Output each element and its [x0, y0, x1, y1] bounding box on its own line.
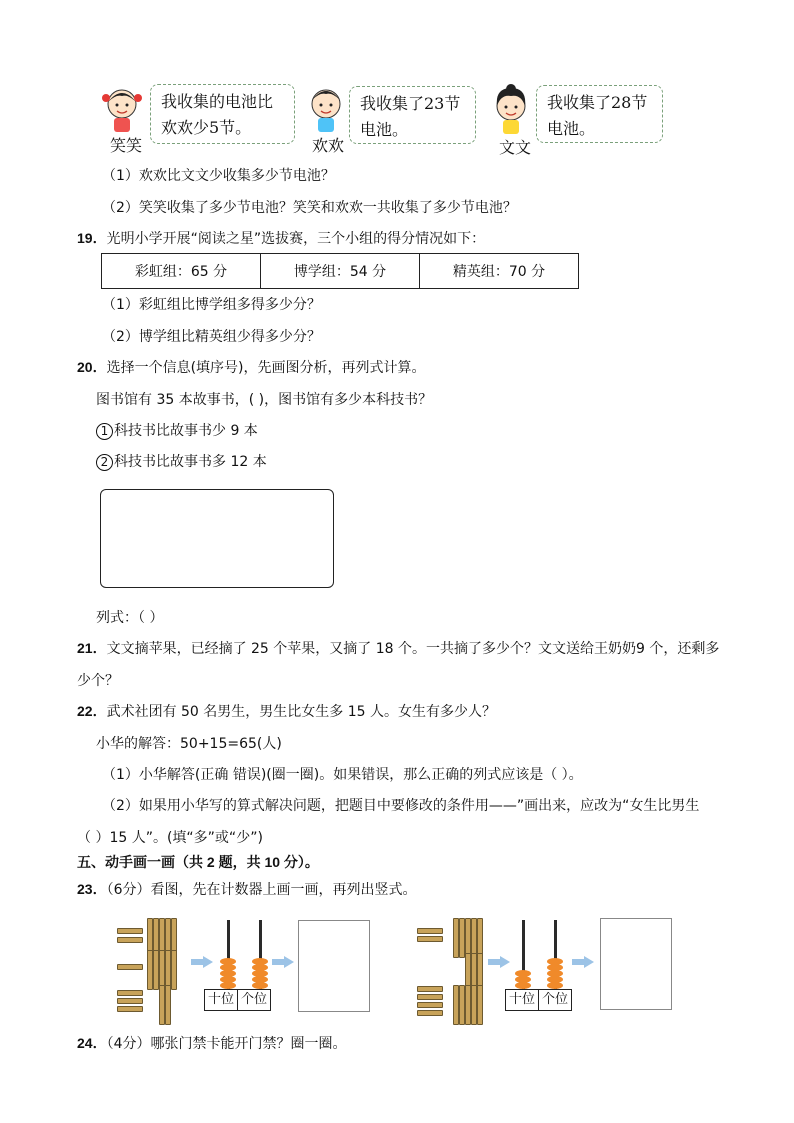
question-number: 23 — [77, 881, 93, 897]
speech-line: 我收集的电池比 — [161, 92, 274, 111]
q20-option-1[interactable] — [96, 420, 258, 440]
question-stem: （4分）哪张门禁卡能开门禁？圈一圈。 — [106, 1036, 347, 1052]
speech-bubble — [349, 86, 476, 144]
q22-sub1: （1）小华解答(正确 错误)(圈一圈)。如果错误，那么正确的列式应该是（ ）。 — [102, 767, 583, 783]
score-table — [101, 253, 579, 289]
option-text: 科技书比故事书多 12 本 — [114, 454, 267, 470]
score-cell: 博学组：54 分 — [261, 254, 420, 289]
tens-label: 十位 — [207, 992, 234, 1007]
question-number: 21 — [77, 640, 93, 656]
kid-name: 文文 — [499, 138, 532, 157]
tens-label: 十位 — [508, 992, 535, 1007]
arrow-icon — [203, 956, 213, 968]
kid-name: 欢欢 — [312, 136, 345, 155]
vertical-calc-box[interactable] — [600, 918, 672, 1010]
question-number: 19 — [77, 230, 93, 246]
q20-question: 20．选择一个信息(填序号)，先画图分析，再列式计算。 — [77, 359, 426, 376]
question-number: 22 — [77, 703, 93, 719]
q19-question: 19．光明小学开展“阅读之星”选拔赛，三个小组的得分情况如下： — [77, 230, 486, 247]
abacus-place-labels — [505, 989, 572, 1011]
q20-formula[interactable]: 列式：（ ） — [96, 610, 164, 626]
q23-question: 23．（6分）看图，先在计数器上画一画，再列出竖式。 — [77, 881, 417, 898]
question-number: 20 — [77, 359, 93, 375]
question-stem: 光明小学开展“阅读之星”选拔赛，三个小组的得分情况如下： — [106, 231, 486, 247]
question-stem: 选择一个信息(填序号)，先画图分析，再列式计算。 — [106, 360, 426, 376]
section-title: 五、动手画一画（共 2 题，共 10 分）。 — [77, 854, 319, 870]
ones-label: 个位 — [237, 990, 270, 1010]
q19-sub1: （1）彩虹组比博学组多得多少分？ — [102, 297, 321, 313]
ones-label: 个位 — [538, 990, 571, 1010]
speech-line: 我收集了28节 — [547, 93, 648, 112]
option-text: 科技书比故事书少 9 本 — [114, 423, 258, 439]
speech-bubble — [150, 84, 295, 144]
speech-line: 电池。 — [360, 120, 409, 139]
kid-huanhuan-illustration — [302, 82, 350, 136]
q18-sub2: （2）笑笑收集了多少节电池？笑笑和欢欢一共收集了多少节电池？ — [102, 200, 517, 216]
q22-solution: 小华的解答：50+15=65(人) — [96, 736, 282, 752]
score-cell: 精英组：70 分 — [420, 254, 579, 289]
arrow-icon — [584, 956, 594, 968]
kid-wenwen-illustration — [487, 84, 535, 138]
q22-sub2: （2）如果用小华写的算式解决问题，把题目中要修改的条件用——”画出来，应改为“女生比男生 — [102, 798, 700, 814]
abacus-place-labels — [204, 989, 271, 1011]
kid-name: 笑笑 — [110, 136, 143, 155]
score-cell: 彩虹组：65 分 — [102, 254, 261, 289]
speech-line: 我收集了23节 — [360, 94, 461, 113]
circled-number: 2 — [96, 454, 113, 471]
question-number: 24 — [77, 1035, 93, 1051]
question-stem: （6分）看图，先在计数器上画一画，再列出竖式。 — [106, 882, 417, 898]
q18-sub1: （1）欢欢比文文少收集多少节电池？ — [102, 168, 335, 184]
drawing-area[interactable] — [100, 489, 334, 588]
vertical-calc-box[interactable] — [298, 920, 370, 1012]
q22-question: 22．武术社团有 50 名男生，男生比女生多 15 人。女生有多少人？ — [77, 703, 497, 720]
q20-option-2[interactable] — [96, 451, 267, 471]
arrow-icon — [284, 956, 294, 968]
q21-question: 21．文文摘苹果，已经摘了 25 个苹果，又摘了 18 个。一共摘了多少个？文文送给王奶奶9 个，还剩多 — [77, 640, 720, 657]
speech-line: 欢欢少5节。 — [161, 118, 252, 137]
arrow-icon — [500, 956, 510, 968]
kid-xiaoxiao-illustration — [98, 82, 146, 136]
q22-sub2-cont: （ ）15 人”。(填“多”或“少”) — [77, 830, 263, 846]
speech-line: 电池。 — [547, 119, 596, 138]
circled-number: 1 — [96, 423, 113, 440]
q21-question-cont: 少个？ — [77, 673, 119, 689]
q20-question-text: 图书馆有 35 本故事书，( )，图书馆有多少本科技书？ — [96, 392, 433, 408]
question-stem: 文文摘苹果，已经摘了 25 个苹果，又摘了 18 个。一共摘了多少个？文文送给王奶奶9 个，还剩多 — [106, 641, 720, 657]
q19-sub2: （2）博学组比精英组少得多少分？ — [102, 329, 321, 345]
q24-question: 24．（4分）哪张门禁卡能开门禁？圈一圈。 — [77, 1035, 347, 1052]
speech-bubble — [536, 85, 663, 143]
question-stem: 武术社团有 50 名男生，男生比女生多 15 人。女生有多少人？ — [106, 704, 497, 720]
